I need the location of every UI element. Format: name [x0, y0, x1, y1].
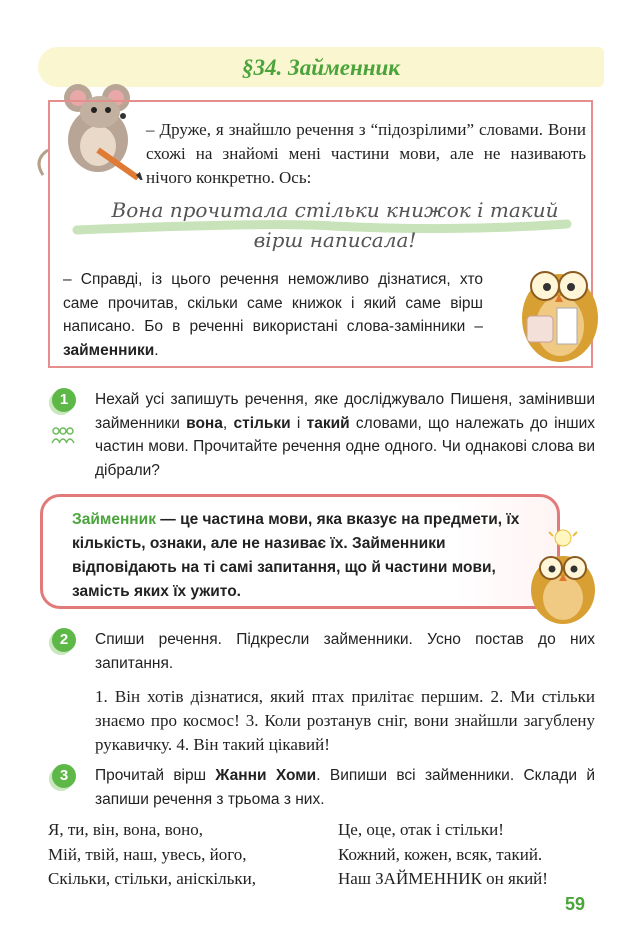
owl-speech-end: . — [154, 341, 159, 359]
group-work-icon — [50, 425, 76, 447]
poem-line: Мій, твій, наш, увесь, його, — [48, 844, 247, 864]
exercise-2-text: Спиши речення. Підкресли займенники. Усно постав до них запитання. — [95, 631, 595, 672]
poem-author: Жанни Хоми — [215, 767, 317, 784]
exercise-3-text-a: Прочитай вірш — [95, 767, 207, 784]
exercise-2-sentences: 1. Він хотів дізнатися, який птах прилітає першим. 2. Ми стільки знаємо про космос! 3. Коли розтанув сніг, вони знайшли загублену рукавичку. 4. Він такий цікавий! — [95, 687, 595, 754]
exercise-3-text-b: . Випиши всі займенники. Склади й запиши речення з трьома з них. — [95, 767, 595, 808]
pronoun-stilky: стільки — [233, 414, 291, 432]
exercise-1-sep2: і — [296, 414, 301, 432]
example-sentence — [70, 195, 600, 255]
owl-speech-text: – Справді, із цього речення неможливо дізнатися, хто саме прочитав, скільки саме книжок і який саме вірш написано. Бо в реченні використані слова-замінники – — [63, 271, 483, 335]
exercise-3-badge: 3 — [52, 764, 76, 788]
exercise-1-text-a: Нехай усі запишуть речення, яке досліджувало Пишеня, замінивши займенники — [95, 391, 595, 432]
poem-line: Це, оце, отак і стільки! — [338, 820, 504, 839]
owl-idea-illustration — [515, 528, 605, 628]
poem-line: Наш ЗАЙМЕННИК он який! — [338, 869, 548, 888]
rule-definition: — це частина мови, яка вказує на предмети, їх кількість, ознаки, але не називає їх. Займенники відповідають на ті самі запитання, що й частини мови, замість яких їх ужито. — [72, 511, 520, 600]
pronoun-vona: вона — [186, 414, 223, 432]
exercise-1-text-b: словами, що належать до інших частин мови. Прочитайте речення одне одного. Чи однакові слова ви дібрали? — [95, 414, 595, 479]
poem-right-column — [338, 818, 608, 892]
exercise-3-text — [95, 764, 595, 811]
example-sentence-line2: вірш написала! — [253, 228, 417, 252]
owl-speech-term: займенники — [63, 341, 155, 359]
exercise-1-text — [95, 388, 595, 482]
exercise-2-badge: 2 — [52, 628, 76, 652]
poem-line: Скільки, стільки, аніскільки, — [48, 869, 256, 888]
page-number: 59 — [565, 894, 586, 914]
mouse-speech: – Друже, я знайшло речення з “підозрілими” словами. Вони схожі на знайомі мені частини мови, але не називають нічого конкретно. Ось: — [146, 120, 586, 187]
example-sentence-line1: Вона прочитала стільки книжок і такий — [111, 198, 559, 222]
rule-term: Займенник — [72, 511, 156, 528]
section-title: §34. Займенник — [242, 55, 400, 80]
owl-speech — [63, 268, 483, 362]
poem-left-column — [48, 818, 328, 892]
exercise-1-sep1: , — [222, 414, 228, 432]
owl-reading-illustration — [505, 256, 605, 366]
pronoun-takyi: такий — [306, 414, 350, 432]
poem-line: Кожний, кожен, всяк, такий. — [338, 844, 543, 864]
exercise-1-badge: 1 — [52, 388, 76, 412]
poem-line: Я, ти, він, вона, воно, — [48, 820, 204, 839]
rule-text — [72, 508, 542, 604]
